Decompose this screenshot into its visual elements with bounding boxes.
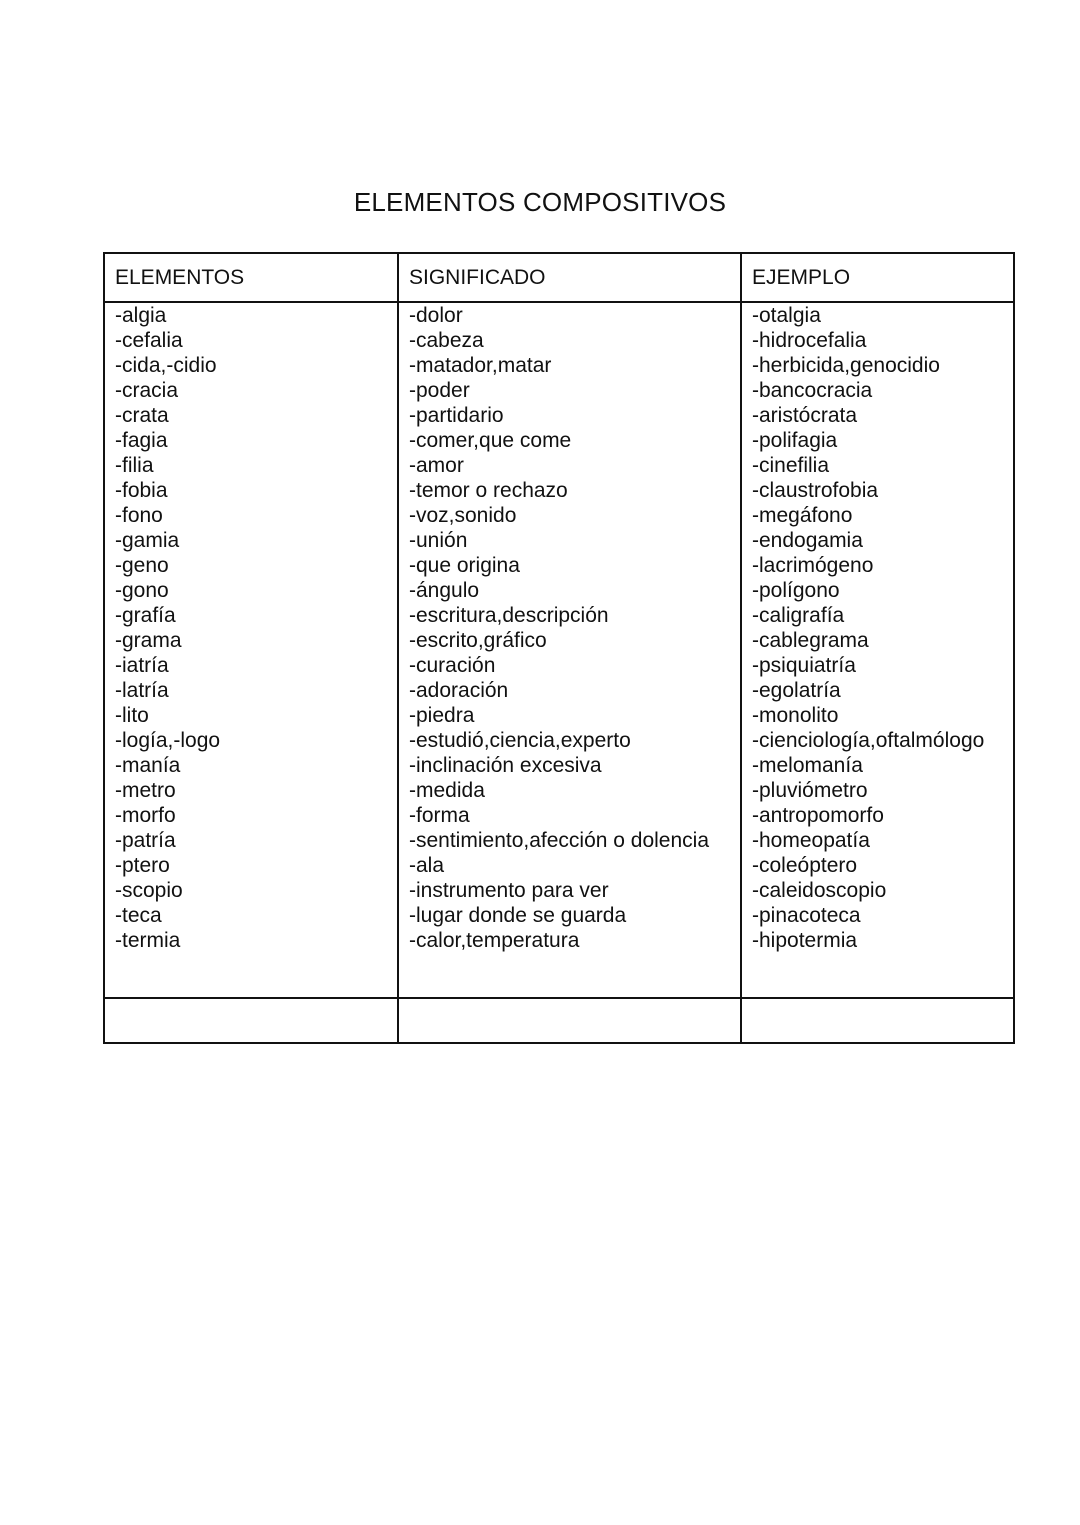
page-title: ELEMENTOS COMPOSITIVOS <box>353 187 727 217</box>
significado-item: -temor o rechazo <box>409 479 568 502</box>
significado-item: -inclinación excesiva <box>409 754 602 777</box>
significado-item: -poder <box>409 379 470 402</box>
significado-item: -que origina <box>409 554 520 577</box>
ejemplo-item: -polifagia <box>752 429 838 452</box>
significado-item: -calor,temperatura <box>409 929 580 952</box>
elemento-item: -grama <box>115 629 182 652</box>
elemento-item: -fono <box>115 504 163 527</box>
ejemplo-item: -cinefilia <box>752 454 830 477</box>
elemento-item: -iatría <box>115 654 169 677</box>
significado-item: -lugar donde se guarda <box>409 904 627 927</box>
elemento-item: -geno <box>115 554 169 577</box>
elemento-item: -scopio <box>115 879 183 902</box>
compositive-elements-table <box>103 252 1015 1044</box>
significado-item: -dolor <box>409 304 463 327</box>
ejemplo-item: -otalgia <box>752 304 821 327</box>
significado-list <box>409 303 730 953</box>
ejemplo-item: -megáfono <box>752 504 853 527</box>
significado-item: -adoración <box>409 679 509 702</box>
ejemplo-item: -polígono <box>752 579 840 602</box>
elemento-item: -termia <box>115 929 181 952</box>
ejemplo-item: -herbicida,genocidio <box>752 354 940 377</box>
elemento-item: -metro <box>115 779 176 802</box>
significado-item: -ala <box>409 854 445 877</box>
header-elementos: ELEMENTOS <box>104 253 398 302</box>
elemento-item: -cefalia <box>115 329 183 352</box>
significado-item: -sentimiento,afección o dolencia <box>409 829 710 852</box>
significado-item: -escritura,descripción <box>409 604 609 627</box>
significado-item: -partidario <box>409 404 504 427</box>
empty-cell <box>398 998 741 1043</box>
ejemplo-cell <box>741 302 1014 998</box>
empty-row <box>104 998 1014 1043</box>
significado-item: -voz,sonido <box>409 504 517 527</box>
elemento-item: -lito <box>115 704 149 727</box>
ejemplo-list <box>752 303 1003 953</box>
ejemplo-item: -egolatría <box>752 679 841 702</box>
significado-item: -matador,matar <box>409 354 552 377</box>
table-body-row <box>104 302 1014 998</box>
ejemplo-item: -pluviómetro <box>752 779 868 802</box>
elemento-item: -cracia <box>115 379 179 402</box>
elemento-item: -patría <box>115 829 176 852</box>
elemento-item: -morfo <box>115 804 176 827</box>
ejemplo-item: -bancocracia <box>752 379 873 402</box>
elemento-item: -ptero <box>115 854 170 877</box>
ejemplo-item: -melomanía <box>752 754 863 777</box>
ejemplo-item: -psiquiatría <box>752 654 856 677</box>
significado-item: -ángulo <box>409 579 480 602</box>
empty-cell <box>741 998 1014 1043</box>
empty-cell <box>104 998 398 1043</box>
header-significado: SIGNIFICADO <box>398 253 741 302</box>
ejemplo-item: -cablegrama <box>752 629 869 652</box>
elementos-list <box>115 303 387 953</box>
elemento-item: -fobia <box>115 479 168 502</box>
elemento-item: -gamia <box>115 529 180 552</box>
ejemplo-item: -monolito <box>752 704 839 727</box>
elemento-item: -manía <box>115 754 181 777</box>
table-header-row <box>104 253 1014 302</box>
significado-item: -instrumento para ver <box>409 879 609 902</box>
ejemplo-item: -endogamia <box>752 529 863 552</box>
significado-item: -estudió,ciencia,experto <box>409 729 631 752</box>
elemento-item: -cida,-cidio <box>115 354 217 377</box>
elemento-item: -gono <box>115 579 169 602</box>
elemento-item: -logía,-logo <box>115 729 221 752</box>
elemento-item: -latría <box>115 679 169 702</box>
ejemplo-item: -hipotermia <box>752 929 858 952</box>
ejemplo-item: -hidrocefalia <box>752 329 867 352</box>
significado-item: -amor <box>409 454 464 477</box>
elemento-item: -grafía <box>115 604 176 627</box>
ejemplo-item: -caleidoscopio <box>752 879 887 902</box>
ejemplo-item: -claustrofobia <box>752 479 879 502</box>
elemento-item: -filia <box>115 454 154 477</box>
significado-item: -cabeza <box>409 329 484 352</box>
elemento-item: -teca <box>115 904 162 927</box>
significado-item: -curación <box>409 654 496 677</box>
elemento-item: -fagia <box>115 429 168 452</box>
significado-item: -comer,que come <box>409 429 572 452</box>
header-ejemplo: EJEMPLO <box>741 253 1014 302</box>
significado-item: -unión <box>409 529 468 552</box>
ejemplo-item: -homeopatía <box>752 829 870 852</box>
elemento-item: -crata <box>115 404 169 427</box>
ejemplo-item: -aristócrata <box>752 404 858 427</box>
ejemplo-item: -coleóptero <box>752 854 858 877</box>
significado-item: -forma <box>409 804 470 827</box>
elementos-cell <box>104 302 398 998</box>
significado-item: -medida <box>409 779 485 802</box>
significado-item: -piedra <box>409 704 475 727</box>
significado-cell <box>398 302 741 998</box>
elemento-item: -algia <box>115 304 167 327</box>
ejemplo-item: -antropomorfo <box>752 804 884 827</box>
ejemplo-item: -cienciología,oftalmólogo <box>752 729 985 752</box>
ejemplo-item: -pinacoteca <box>752 904 861 927</box>
significado-item: -escrito,gráfico <box>409 629 547 652</box>
ejemplo-item: -caligrafía <box>752 604 845 627</box>
ejemplo-item: -lacrimógeno <box>752 554 874 577</box>
